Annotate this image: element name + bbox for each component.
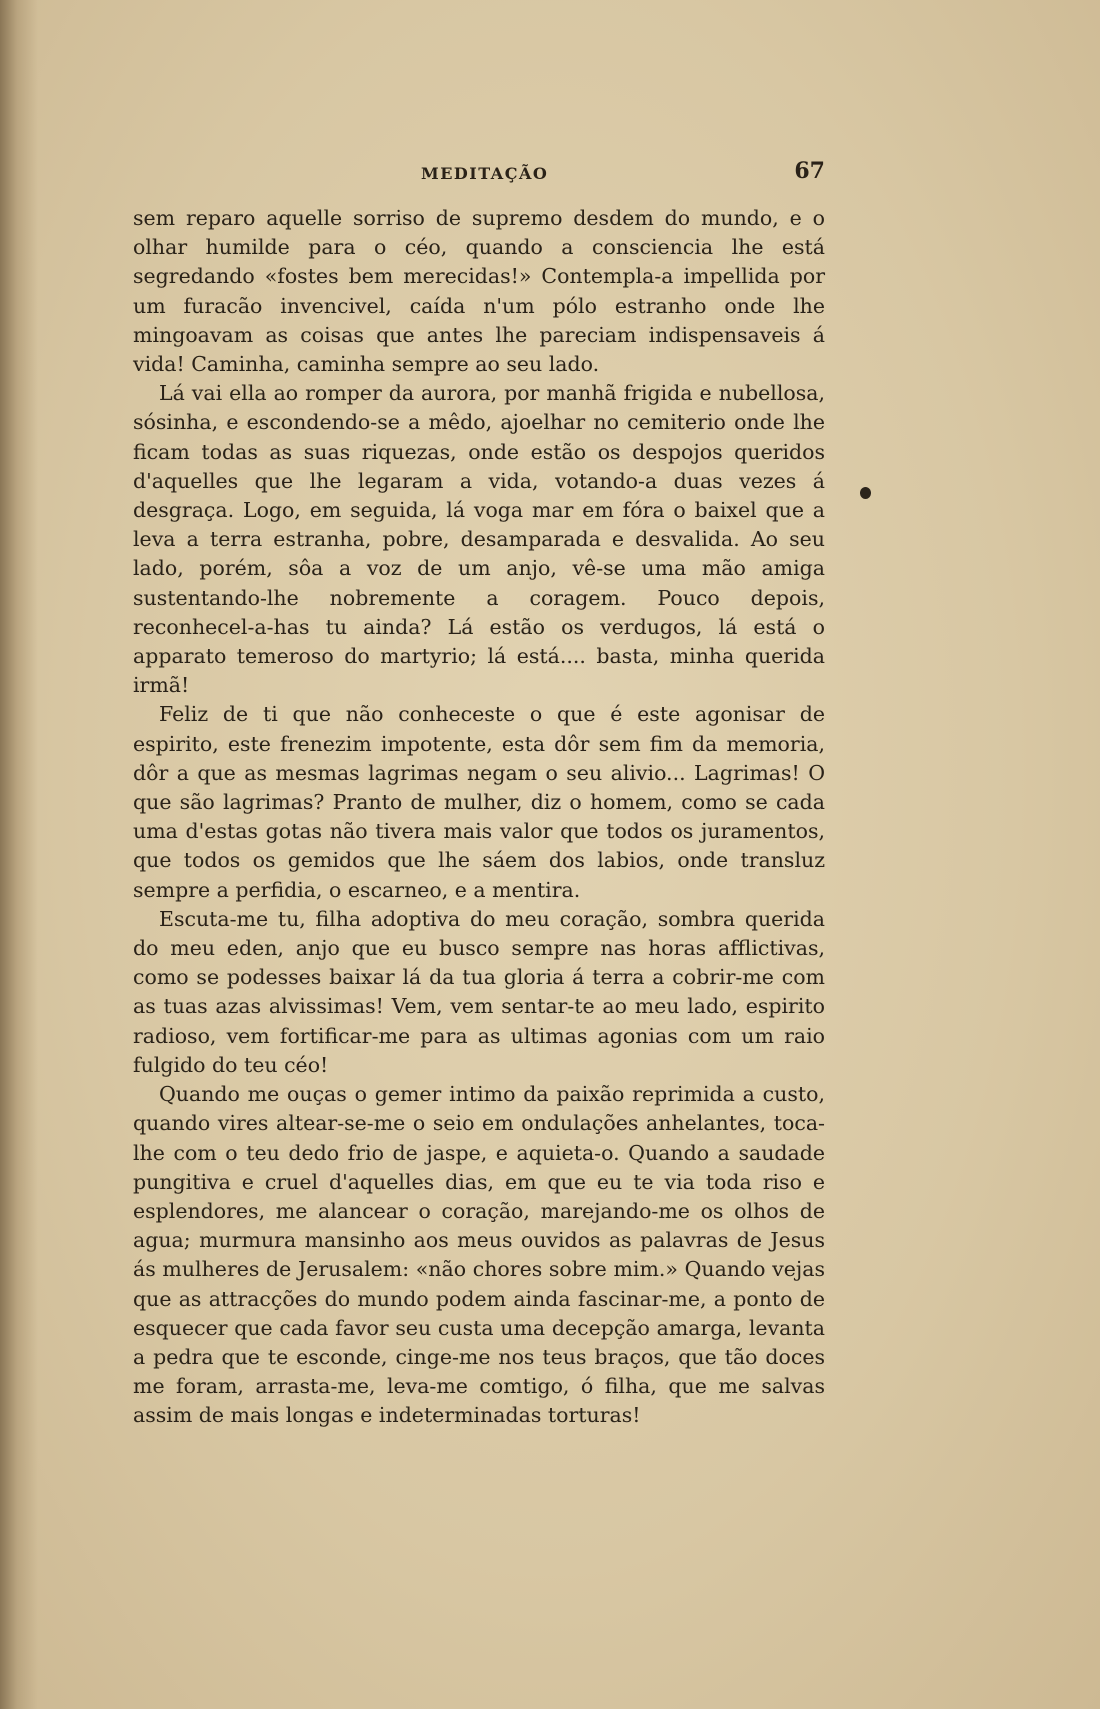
paragraph: Feliz de ti que não conheceste o que é este agonisar de espirito, este frenezim impotente, esta dôr sem fim da memoria, dôr a que as mesmas lagrimas negam o seu alivio... Lagrimas! O que são lagrimas? Pranto de mulher, diz o homem, como se cada uma d'estas gotas não tivera mais valor que todos os juramentos, que todos os gemidos que lhe sáem dos labios, onde transluz sempre a perfidia, o escarneo, e a mentira. xyxy=(133,702,825,902)
ink-blot xyxy=(860,487,871,499)
page-header xyxy=(133,158,825,188)
page-gutter-shadow xyxy=(0,0,38,1709)
paragraph: Quando me ouças o gemer intimo da paixão reprimida a custo, quando vires altear-se-me o seio em ondulações anhelantes, toca-lhe com o teu dedo frio de jaspe, e aquieta-o. Quando a saudade pungitiva e cruel d'aquelles dias, em que eu te via toda riso e esplendores, me alancear o coração, marejando-me os olhos de agua; murmura mansinho aos meus ouvidos as palavras de Jesus ás mulheres de Jerusalem: «não chores sobre mim.» Quando vejas que as attracções do mundo podem ainda fascinar-me, a ponto de esquecer que cada favor seu custa uma decepção amarga, levanta a pedra que te esconde, cinge-me nos teus braços, que tão doces me foram, arrasta-me, leva-me comtigo, ó filha, que me salvas assim de mais longas e indeterminadas torturas! xyxy=(133,1082,825,1428)
paragraph: sem reparo aquelle sorriso de supremo desdem do mundo, e o olhar humilde para o céo, quando a consciencia lhe está segredando «fostes bem merecidas!» Contempla-a impellida por um furacão invencivel, caída n'um pólo estranho onde lhe mingoavam as coisas que antes lhe pareciam indispensaveis á vida! Caminha, caminha sempre ao seu lado. xyxy=(133,206,825,377)
running-title: MEDITAÇÃO xyxy=(421,164,549,183)
page-number: 67 xyxy=(794,158,825,184)
paragraph: Lá vai ella ao romper da aurora, por manhã frigida e nubellosa, sósinha, e escondendo-se a mêdo, ajoelhar no cemiterio onde lhe ficam todas as suas riquezas, onde estão os despojos queridos d'aquelles que lhe legaram a vida, votando-a duas vezes á desgraça. Logo, em seguida, lá voga mar em fóra o baixel que a leva a terra estranha, pobre, desamparada e desvalida. Ao seu lado, porém, sôa a voz de um anjo, vê-se uma mão amiga sustentando-lhe nobremente a coragem. Pouco depois, reconhecel-a-has tu ainda? Lá estão os verdugos, lá está o apparato temeroso do martyrio; lá está.... basta, minha querida irmã! xyxy=(133,381,825,698)
body-text xyxy=(133,204,825,1431)
paragraph: Escuta-me tu, filha adoptiva do meu coração, sombra querida do meu eden, anjo que eu busco sempre nas horas afflictivas, como se podesses baixar lá da tua gloria á terra a cobrir-me com as tuas azas alvissimas! Vem, vem sentar-te ao meu lado, espirito radioso, vem fortificar-me para as ultimas agonias com um raio fulgido do teu céo! xyxy=(133,906,825,1077)
